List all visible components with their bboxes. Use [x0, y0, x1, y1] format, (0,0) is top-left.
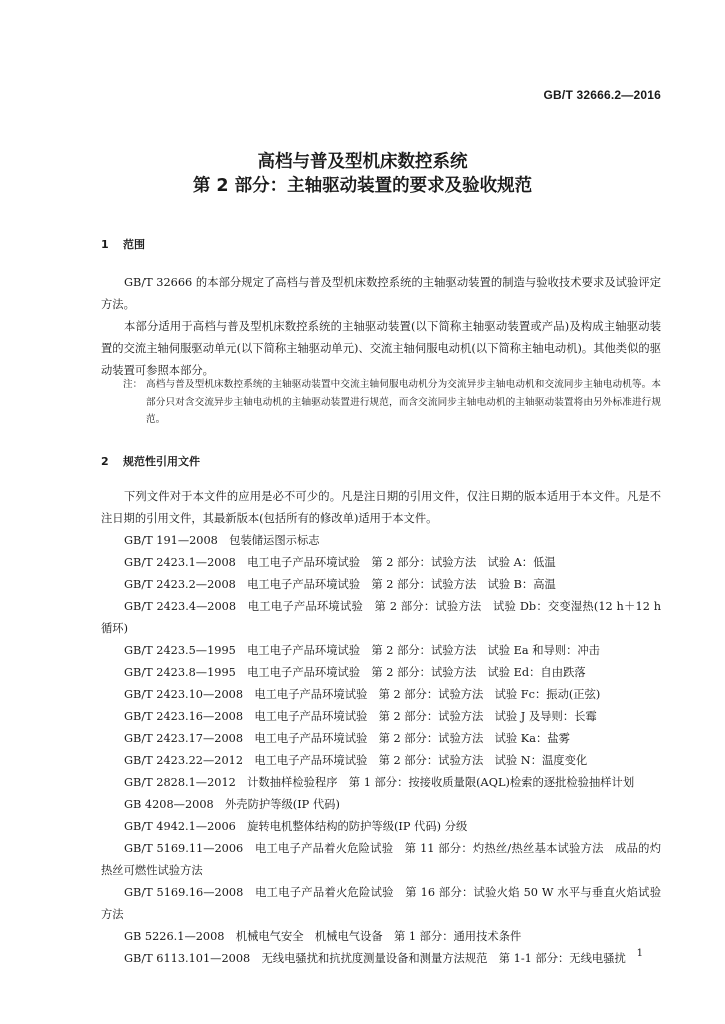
reference-item: GB/T 2828.1—2012 计数抽样检验程序 第 1 部分：按接收质量限(AQL)检索的逐批检验抽样计划	[124, 776, 635, 789]
reference-item: GB/T 2423.22—2012 电工电子产品环境试验 第 2 部分：试验方法 试验 N：温度变化	[124, 754, 588, 767]
normative-references	[101, 486, 661, 970]
note-label: 注：	[123, 379, 143, 390]
reference-item: GB/T 6113.101—2008 无线电骚扰和抗扰度测量设备和测量方法规范 第 1-1 部分：无线电骚扰	[124, 952, 626, 965]
reference-item: GB/T 191—2008 包装储运图示标志	[124, 534, 320, 547]
section-1-number: 1	[101, 238, 109, 251]
title-line-2: 第 2 部分：主轴驱动装置的要求及验收规范	[192, 176, 533, 196]
reference-item: GB 5226.1—2008 机械电气安全 机械电气设备 第 1 部分：通用技术条件	[124, 930, 522, 943]
reference-item: GB/T 2423.5—1995 电工电子产品环境试验 第 2 部分：试验方法 试验 Ea 和导则：冲击	[124, 644, 600, 657]
reference-item: GB/T 2423.4—2008 电工电子产品环境试验 第 2 部分：试验方法 试验 Db：交变湿热(12 h＋12 h 循环)	[101, 600, 661, 635]
reference-item: GB/T 2423.1—2008 电工电子产品环境试验 第 2 部分：试验方法 试验 A：低温	[124, 556, 556, 569]
section-2-title: 规范性引用文件	[123, 455, 200, 468]
document-code: GB/T 32666.2—2016	[543, 88, 661, 102]
reference-item: GB/T 4942.1—2006 旋转电机整体结构的防护等级(IP 代码) 分级	[124, 820, 468, 833]
references-intro: 下列文件对于本文件的应用是必不可少的。凡是注日期的引用文件，仅注日期的版本适用于本文件。凡是不注日期的引用文件，其最新版本(包括所有的修改单)适用于本文件。	[101, 490, 661, 525]
reference-item: GB/T 5169.16—2008 电工电子产品着火危险试验 第 16 部分：试验火焰 50 W 水平与垂直火焰试验方法	[101, 886, 661, 921]
section-2-number: 2	[101, 455, 109, 468]
note-text: 高档与普及型机床数控系统的主轴驱动装置中交流主轴伺服电动机分为交流异步主轴电动机和交流同步主轴电动机等。本部分只对含交流异步主轴电动机的主轴驱动装置进行规范，而含交流同步主轴电动机的主轴驱动装置将由另外标准进行规范。	[146, 379, 661, 425]
document-title	[0, 150, 725, 198]
reference-item: GB/T 2423.2—2008 电工电子产品环境试验 第 2 部分：试验方法 试验 B：高温	[124, 578, 556, 591]
section-1-body	[101, 272, 661, 382]
page-number: 1	[636, 948, 643, 959]
scope-paragraph: GB/T 32666 的本部分规定了高档与普及型机床数控系统的主轴驱动装置的制造与验收技术要求及试验评定方法。	[101, 276, 661, 311]
reference-item: GB/T 2423.8—1995 电工电子产品环境试验 第 2 部分：试验方法 试验 Ed：自由跌落	[124, 666, 586, 679]
reference-item: GB/T 2423.10—2008 电工电子产品环境试验 第 2 部分：试验方法 试验 Fc：振动(正弦)	[124, 688, 601, 701]
reference-item: GB/T 5169.11—2006 电工电子产品着火危险试验 第 11 部分：灼热丝/热丝基本试验方法 成品的灼热丝可燃性试验方法	[101, 842, 661, 877]
reference-item: GB 4208—2008 外壳防护等级(IP 代码)	[124, 798, 340, 811]
scope-note	[123, 376, 661, 429]
reference-item: GB/T 2423.16—2008 电工电子产品环境试验 第 2 部分：试验方法 试验 J 及导则：长霉	[124, 710, 597, 723]
section-1-heading	[101, 236, 145, 252]
applicability-paragraph: 本部分适用于高档与普及型机床数控系统的主轴驱动装置(以下简称主轴驱动装置或产品)及构成主轴驱动装置的交流主轴伺服驱动单元(以下简称主轴驱动单元)、交流主轴伺服电动机(以下简称主轴电动机)。其他类似的驱动装置可参照本部分。	[101, 320, 661, 377]
reference-item: GB/T 2423.17—2008 电工电子产品环境试验 第 2 部分：试验方法 试验 Ka：盐雾	[124, 732, 570, 745]
section-2-heading	[101, 453, 200, 469]
title-line-1: 高档与普及型机床数控系统	[257, 152, 468, 172]
section-1-title: 范围	[123, 238, 145, 251]
